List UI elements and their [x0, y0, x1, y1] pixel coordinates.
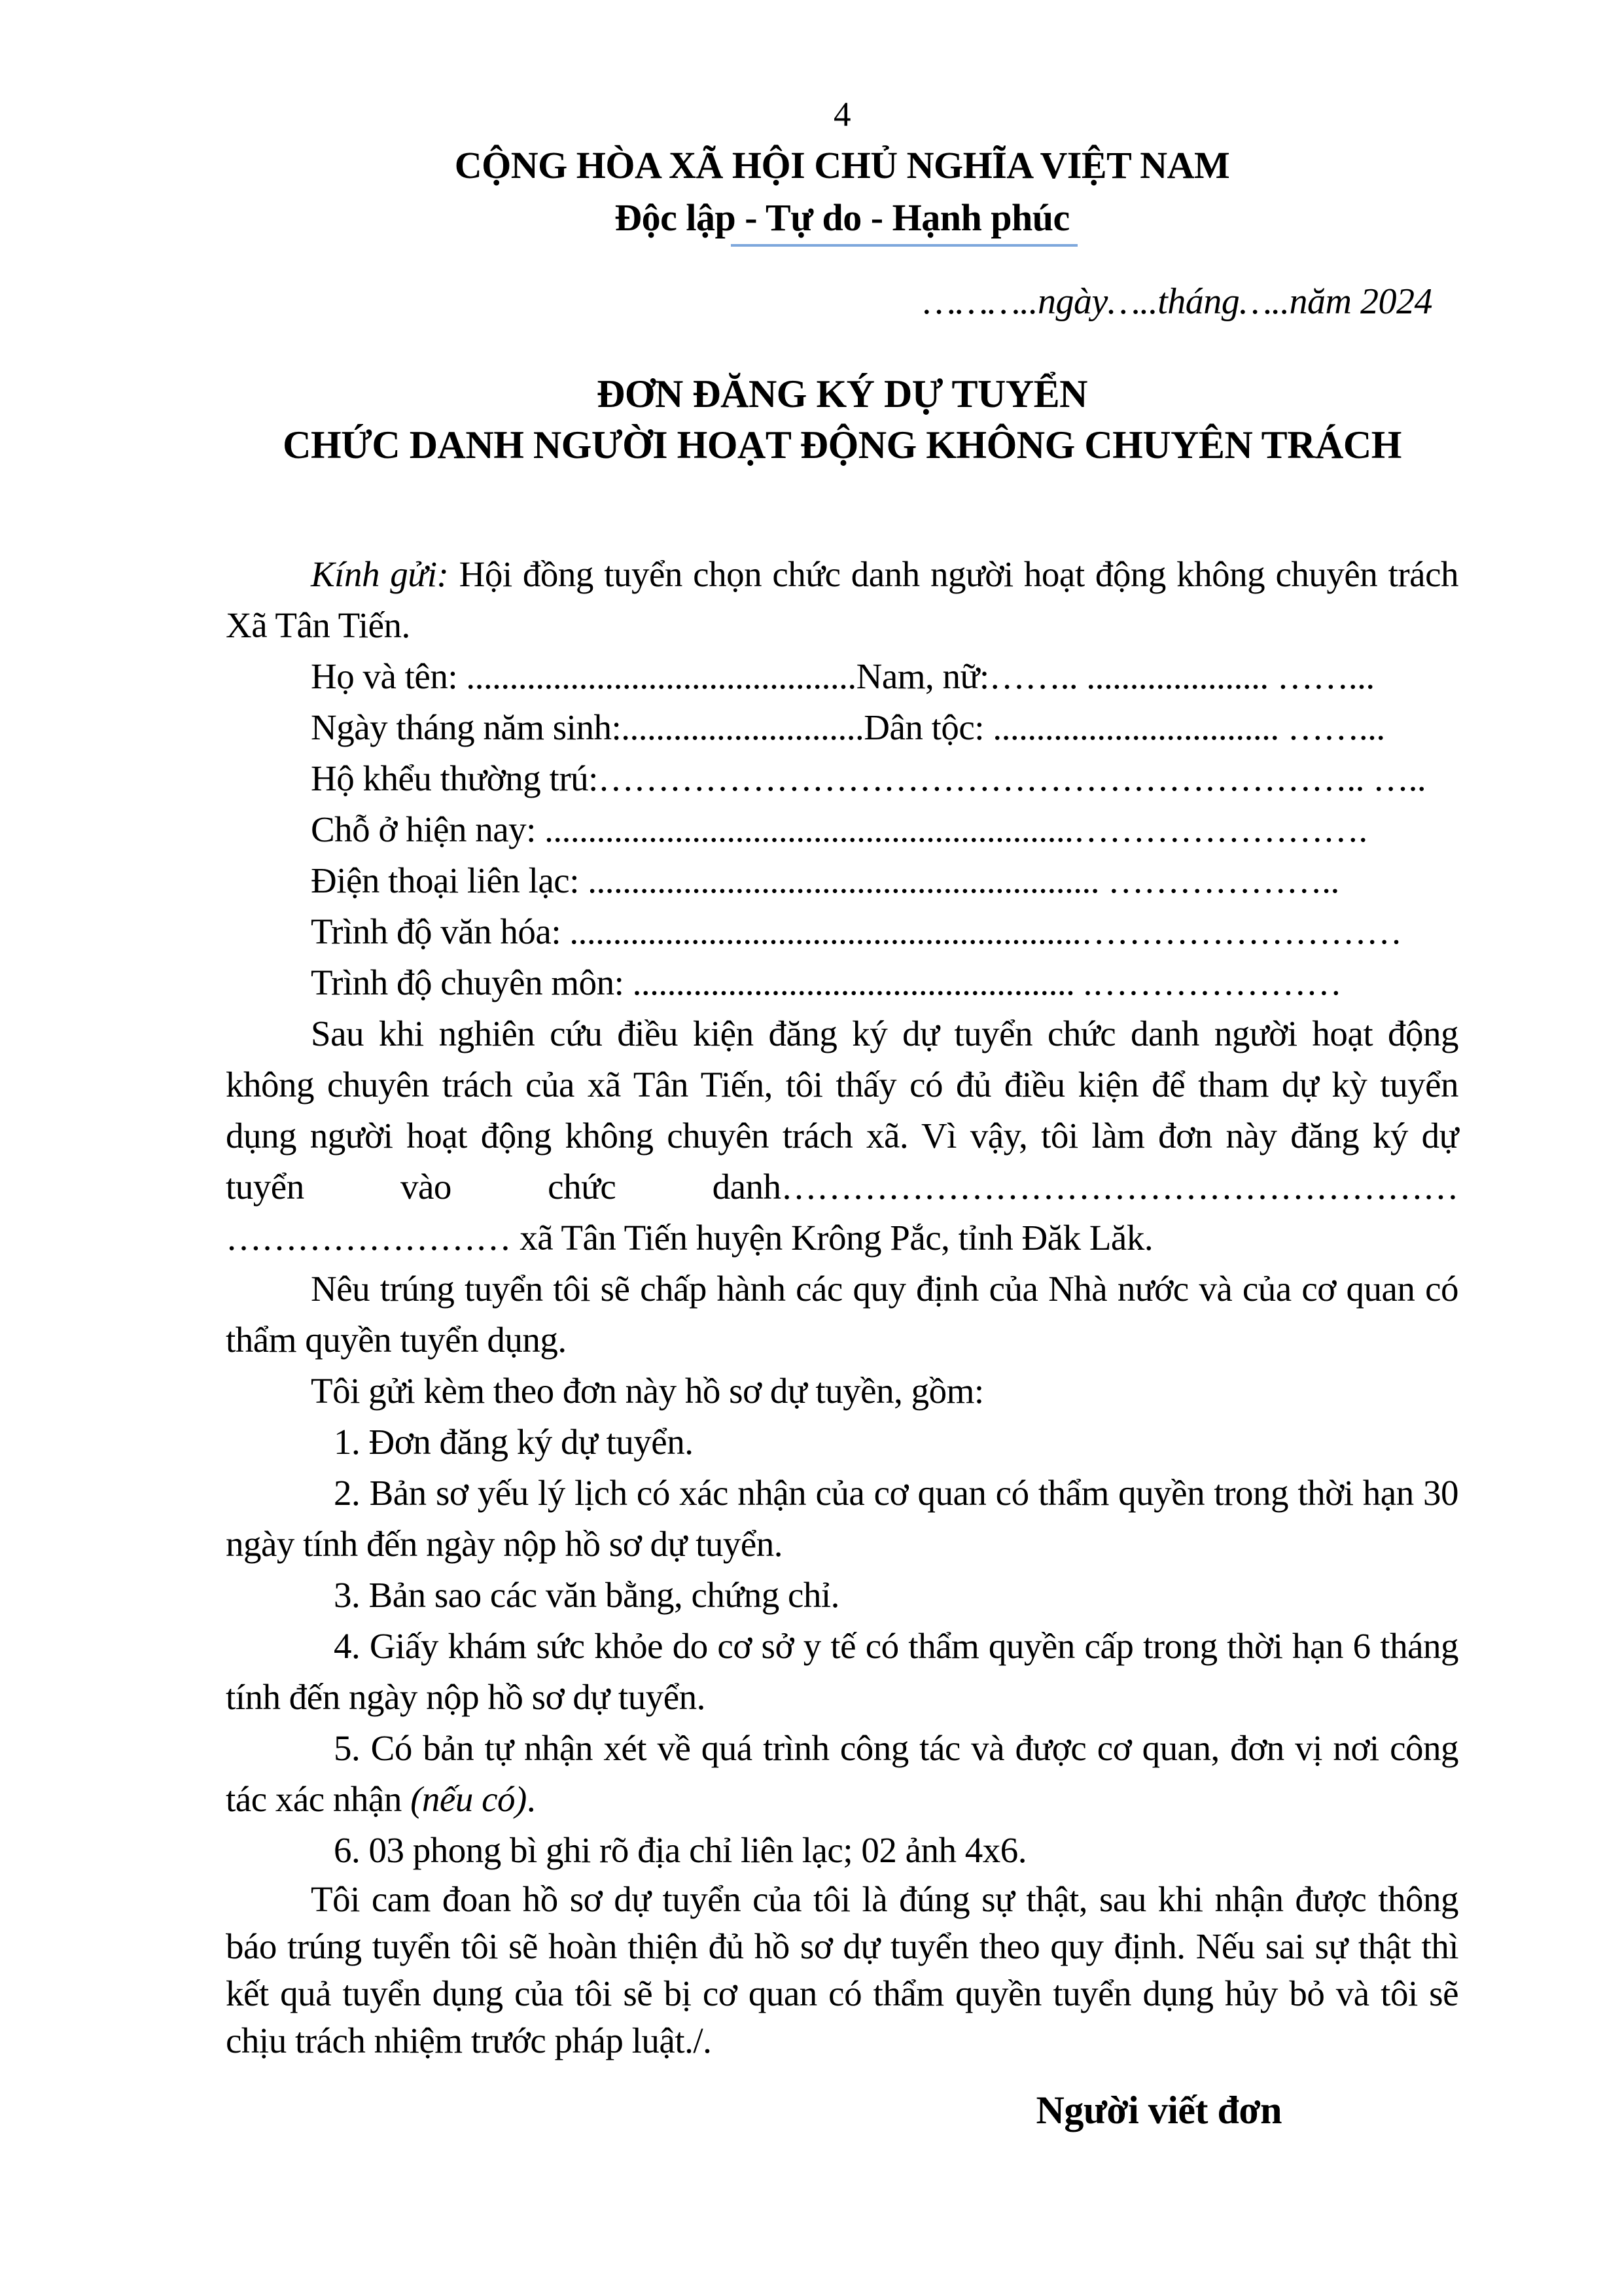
attachment-item-2-text: Bản sơ yếu lý lịch có xác nhận của cơ quan có thẩm quyền trong thời hạn 30 ngày tính đến ngày nộp hồ sơ dự tuyển. — [226, 1473, 1459, 1564]
attachment-item-3-num: 3. — [334, 1575, 361, 1615]
attachment-item-1-text: Đơn đăng ký dự tuyển. — [368, 1422, 694, 1462]
date-line: ………..ngày…..tháng…..năm 2024 — [923, 281, 1432, 322]
document-title-line1: ĐƠN ĐĂNG KÝ DỰ TUYỂN — [596, 372, 1088, 415]
paragraph-conditions: Sau khi nghiên cứu điều kiện đăng ký dự tuyển chức danh người hoạt động không chuyên trách của xã Tân Tiến, tôi thấy có đủ điều kiện để tham dự kỳ tuyển dụng người hoạt động không chuyên trách xã. Vì vậy, tôi làm đơn này đăng ký dự tuyển vào chức danh………………………………………………… …………………… xã Tân Tiến huyện Krông Pắc, tỉnh Đăk Lăk. — [226, 1014, 1458, 1258]
attachment-item-6-text: 03 phong bì ghi rõ địa chỉ liên lạc; 02 ảnh 4x6. — [368, 1830, 1027, 1870]
national-header-motto — [226, 192, 1458, 244]
attachment-item-4-num: 4. — [334, 1626, 361, 1666]
attachment-item-5-text: Có bản tự nhận xét về quá trình công tác và được cơ quan, đơn vị nơi công tác xác nhận — [226, 1728, 1458, 1819]
attachment-item-5-suffix: . — [526, 1779, 536, 1819]
salutation-text: Hội đồng tuyển chọn chức danh người hoạt động không chuyên trách Xã Tân Tiến. — [226, 554, 1458, 645]
salutation — [226, 549, 1458, 651]
attachment-item-4-text: Giấy khám sức khỏe do cơ sở y tế có thẩm quyền cấp trong thời hạn 6 tháng tính đến ngày nộp hồ sơ dự tuyển. — [226, 1626, 1458, 1717]
signature-label: Người viết đơn — [1036, 2089, 1282, 2132]
motto-text: Độc lập - Tự do - Hạnh phúc — [614, 196, 1070, 239]
attachment-item-6-num: 6. — [334, 1830, 361, 1870]
attachment-item-1 — [226, 1417, 1458, 1468]
attachment-item-4 — [226, 1621, 1458, 1723]
attachment-item-3-text: Bản sao các văn bằng, chứng chỉ. — [368, 1575, 839, 1615]
attachment-item-2 — [226, 1468, 1458, 1570]
form-field-education-level: Trình độ văn hóa: ...........................................................……………………… — [311, 911, 1402, 951]
salutation-label: Kính gửi: — [311, 554, 449, 594]
form-field-current-address: Chỗ ở hiện nay: .............................................................……………………. — [311, 809, 1367, 849]
attachment-item-5-num: 5. — [334, 1728, 361, 1768]
document-title-line2: CHỨC DANH NGƯỜI HOẠT ĐỘNG KHÔNG CHUYÊN TRÁCH — [283, 423, 1402, 467]
paragraph-compliance: Nêu trúng tuyển tôi sẽ chấp hành các quy định của Nhà nước và của cơ quan có thẩm quyền tuyển dụng. — [226, 1269, 1458, 1360]
motto-underline-rule — [731, 244, 1077, 247]
attachment-item-6 — [226, 1825, 1458, 1876]
form-field-professional-level: Trình độ chuyên môn: ................................................... .………………… — [311, 963, 1342, 1002]
attachments-intro: Tôi gửi kèm theo đơn này hồ sơ dự tuyền, gồm: — [311, 1371, 984, 1411]
form-field-phone: Điện thoại liên lạc: ........................................................... ……………….. — [311, 860, 1339, 900]
attachment-item-1-num: 1. — [334, 1422, 361, 1462]
page-number: 4 — [834, 96, 851, 133]
national-header-line1: CỘNG HÒA XÃ HỘI CHỦ NGHĨA VIỆT NAM — [454, 144, 1230, 186]
attachment-item-5-italic: (nếu có) — [410, 1779, 527, 1819]
form-field-fullname: Họ và tên: .............................................Nam, nữ:…….. ..................... ……... — [311, 656, 1375, 696]
attachment-item-2-num: 2. — [334, 1473, 361, 1513]
form-field-permanent-residence: Hộ khểu thường trú:……………………………………………………….. ….. — [311, 758, 1426, 798]
attachment-item-5 — [226, 1723, 1458, 1825]
form-field-birthdate: Ngày tháng năm sinh:............................Dân tộc: ................................. ……... — [311, 707, 1385, 747]
paragraph-commitment: Tôi cam đoan hồ sơ dự tuyển của tôi là đúng sự thật, sau khi nhận được thông báo trúng tuyển tôi sẽ hoàn thiện đủ hồ sơ dự tuyển theo quy định. Nếu sai sự thật thì kết quả tuyển dụng của tôi sẽ bị cơ quan có thẩm quyền tuyển dụng hủy bỏ và tôi sẽ chịu trách nhiệm trước pháp luật./. — [226, 1879, 1458, 2060]
motto — [614, 192, 1069, 244]
attachment-item-3 — [226, 1570, 1458, 1621]
